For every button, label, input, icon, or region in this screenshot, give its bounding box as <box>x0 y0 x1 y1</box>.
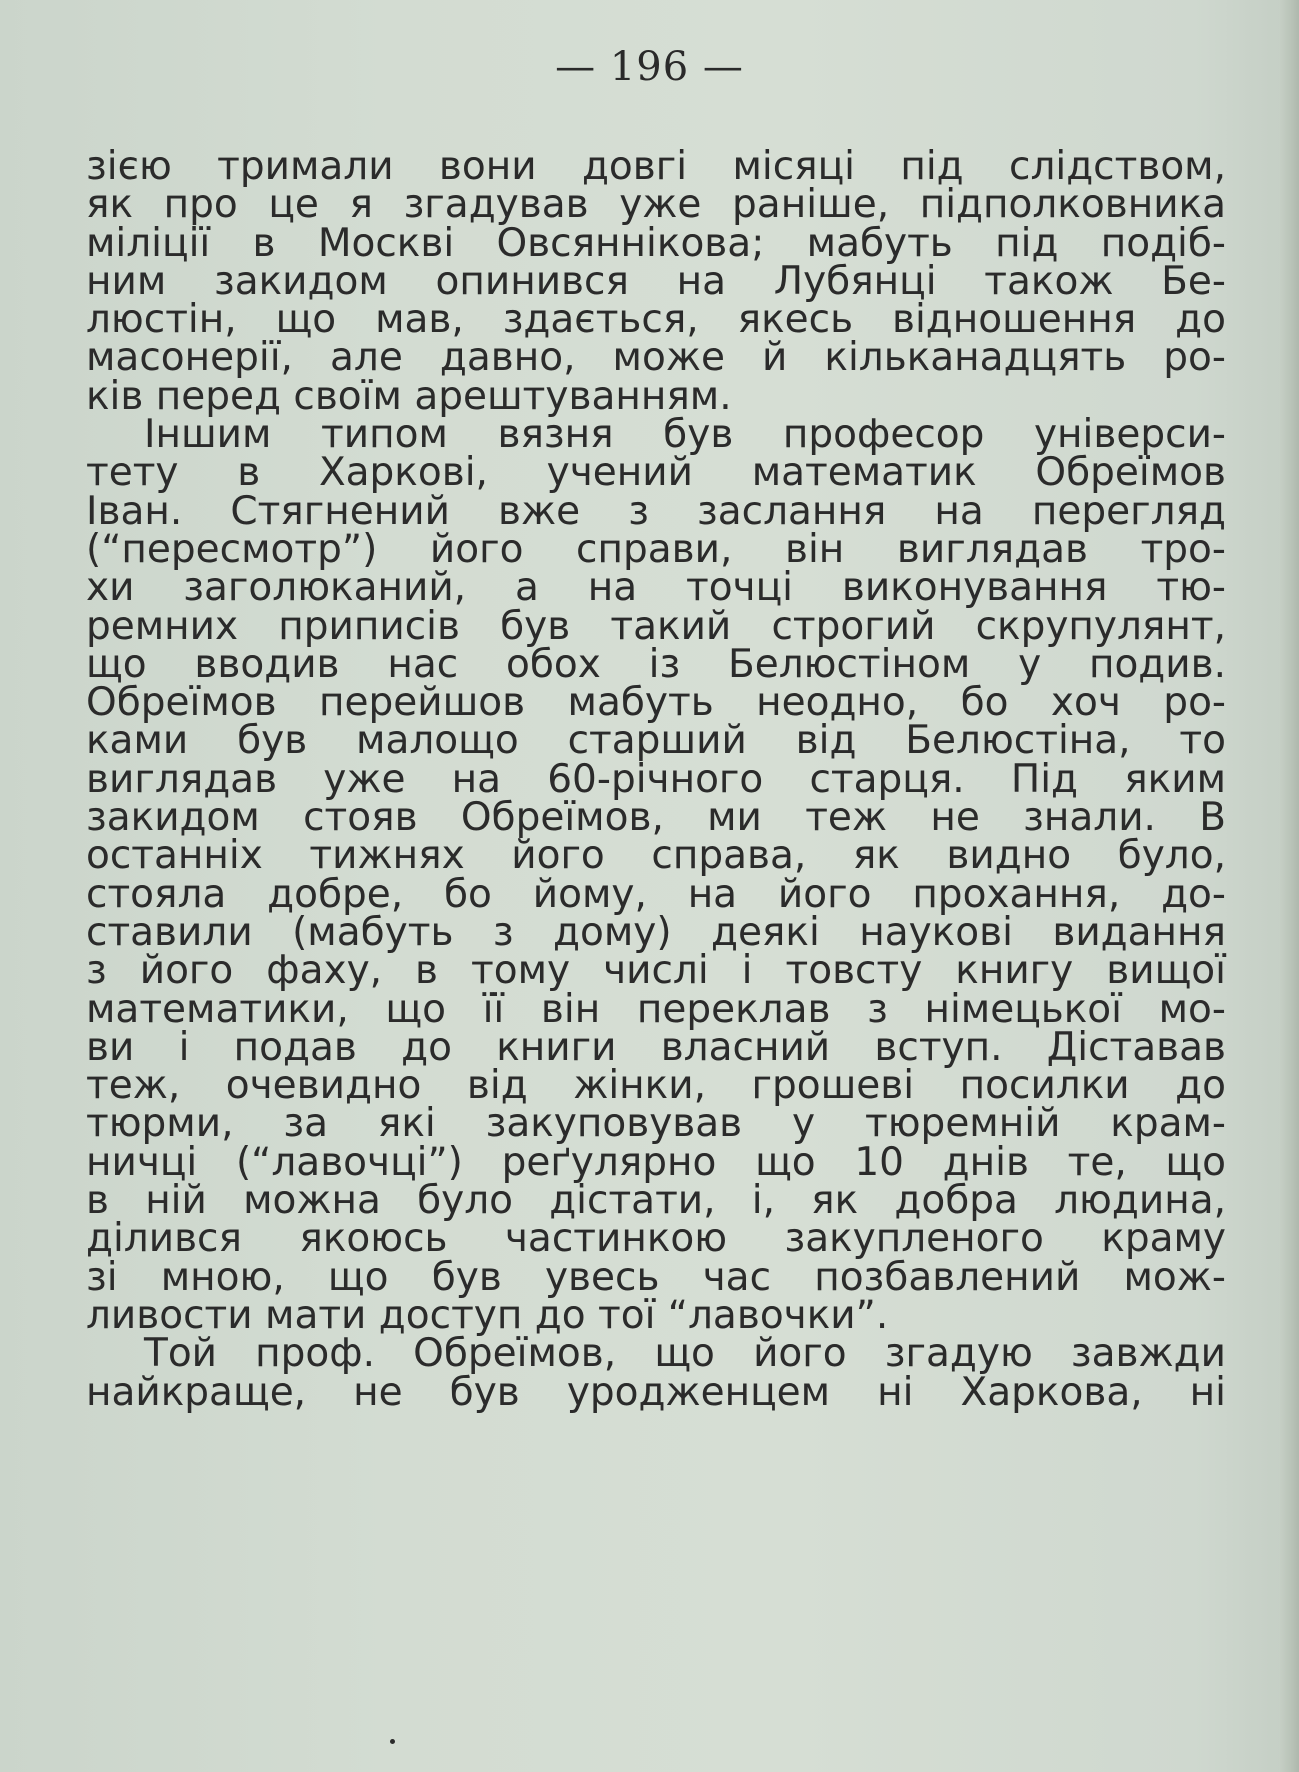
text-line: ками був малощо старший від Белюстіна, то <box>86 718 1226 764</box>
text-line: останніх тижнях його справа, як видно було, <box>86 833 1226 879</box>
text-line: зією тримали вони довгі місяці під слідством, <box>86 144 1226 189</box>
text-line: ничці (“лавочці”) реґулярно що 10 днів те, що <box>86 1139 1226 1185</box>
text-line: (“пересмотр”) його справи, він виглядав тро- <box>86 526 1226 572</box>
text-line: масонерії, але давно, може й кільканадцять ро- <box>86 335 1226 381</box>
text-line: ділився якоюсь частинкою закупленого краму <box>86 1216 1226 1262</box>
text-line: міліції в Москві Овсяннікова; мабуть під подіб- <box>86 220 1226 266</box>
text-line: ків перед своїм арештуванням. <box>86 373 732 419</box>
text-line: теж, очевидно від жінки, грошеві посилки до <box>86 1063 1226 1109</box>
text-line: математики, що її він переклав з німецької мо- <box>86 986 1226 1032</box>
text-line: ремних приписів був такий строгий скрупулянт, <box>86 603 1226 649</box>
text-line: Іншим типом вязня був професор універси- <box>144 412 1226 458</box>
text-line: стояла добре, бо йому, на його прохання, до- <box>86 871 1226 917</box>
text-line: зі мною, що був увесь час позбавлений мож- <box>86 1254 1226 1300</box>
text-line: найкраще, не був уродженцем ні Харкова, ні <box>86 1369 1226 1415</box>
text-line: як про це я згадував уже раніше, підполковника <box>86 182 1226 228</box>
text-line: хи заголюканий, а на точці виконування тю- <box>86 565 1226 611</box>
print-speck <box>390 1739 395 1744</box>
text-line: з його фаху, в тому числі і товсту книгу вищої <box>86 948 1226 994</box>
body-text <box>86 144 1226 1415</box>
page-number: — 196 — <box>555 44 744 90</box>
text-line: закидом стояв Обреїмов, ми теж не знали. В <box>86 795 1226 841</box>
text-line: Іван. Стягнений вже з заслання на перегляд <box>86 488 1226 534</box>
text-line: в ній можна було дістати, і, як добра людина, <box>86 1178 1226 1224</box>
text-line: Обреїмов перейшов мабуть неодно, бо хоч ро- <box>86 680 1226 726</box>
text-line: люстін, що мав, здається, якесь відношення до <box>86 297 1226 343</box>
text-line: ливости мати доступ до тої “лавочки”. <box>86 1292 889 1338</box>
page-edge-shadow <box>1279 0 1299 1772</box>
text-line: ви і подав до книги власний вступ. Діставав <box>86 1024 1226 1070</box>
text-line: тету в Харкові, учений математик Обреїмов <box>86 450 1226 496</box>
text-line: тюрми, за які закуповував у тюремній крам- <box>86 1101 1226 1147</box>
text-line: ним закидом опинився на Лубянці також Бе- <box>86 258 1226 304</box>
text-line: ставили (мабуть з дому) деякі наукові видання <box>86 909 1226 955</box>
text-line: що вводив нас обох із Белюстіном у подив. <box>86 641 1226 687</box>
text-line: Той проф. Обреїмов, що його згадую завжди <box>144 1331 1226 1377</box>
text-line: виглядав уже на 60-річного старця. Під яким <box>86 756 1226 802</box>
